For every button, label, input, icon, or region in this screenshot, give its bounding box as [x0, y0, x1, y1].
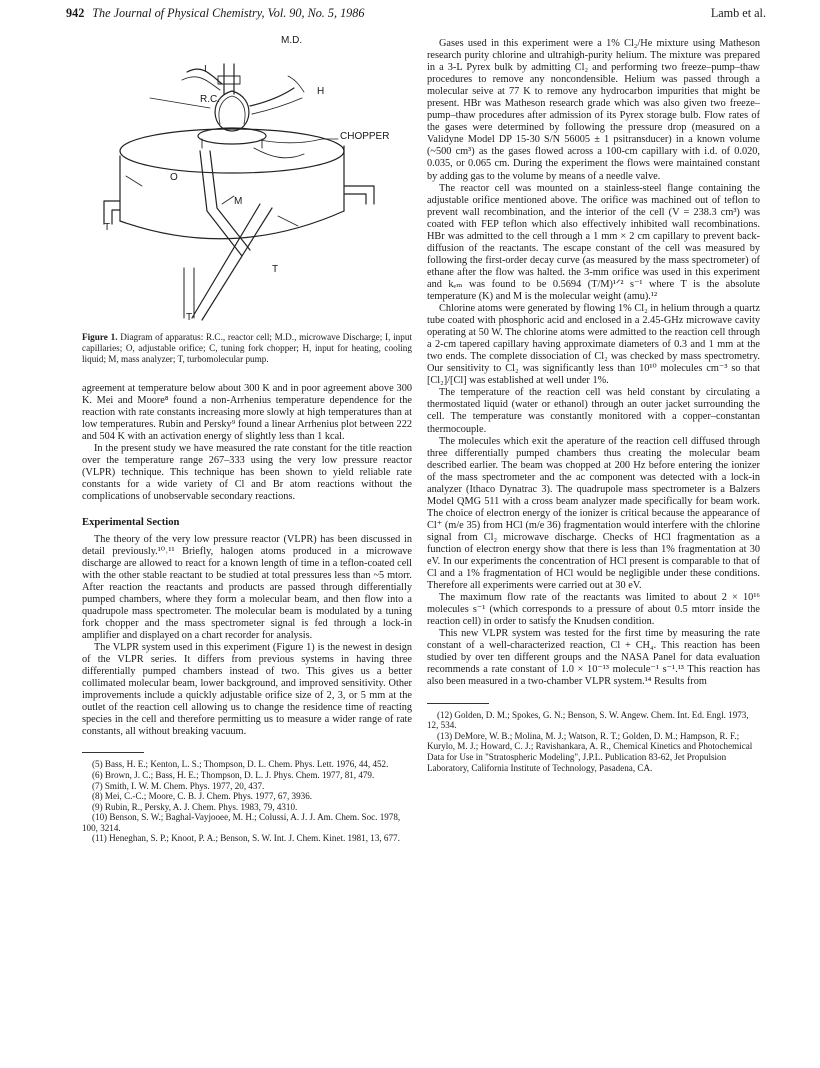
header-authors: Lamb et al. — [710, 6, 766, 20]
footnote-rule — [427, 703, 489, 704]
paragraph: This new VLPR system was tested for the first time by measuring the rate constant of a well-characterized reaction, Cl + CH₄. This reaction has been studied by over ten different groups and the NASA Panel for data evaluation recommends a rate constant of 1.0 × 10⁻¹³ molecule⁻¹ s⁻¹.¹³ This reaction has also been measured in a two-chamber VLPR system.¹⁴ Results from — [427, 628, 760, 688]
figure-1 — [82, 36, 412, 324]
reference-item: (10) Benson, S. W.; Baghal-Vayjooee, M. H.; Colussi, A. J. J. Am. Chem. Soc. 1978, 100, 3214. — [82, 812, 401, 833]
running-header — [66, 6, 766, 24]
reference-item: (5) Bass, H. E.; Kenton, L. S.; Thompson, D. L. Chem. Phys. Lett. 1976, 44, 452. — [92, 759, 389, 770]
paragraph: The theory of the very low pressure reactor (VLPR) has been discussed in detail previously.¹⁰˒¹¹ Briefly, halogen atoms produced in a microwave discharge are allowed to react for a known length of time in a teflon-coated cell with the other stable reactant to be studied at total pressures less than ~5 mtorr. After reaction the reactants and products are passed through differentially pumped chambers, where they form a molecular beam, and then flow into a quadrupole mass spectrometer. The molecular beam is modulated by a tuning fork chopper and the mass spectrometer signal is fed through a lock-in amplifier and displayed on a chart recorder for analysis. — [82, 533, 412, 641]
journal-citation: The Journal of Physical Chemistry, Vol. 90, No. 5, 1986 — [92, 6, 365, 20]
mass-analyzer-tube — [200, 151, 250, 256]
reference-item: (7) Smith, I. W. M. Chem. Phys. 1977, 20, 437. — [92, 780, 265, 791]
header-left — [66, 6, 364, 21]
figure-caption — [82, 332, 412, 365]
reference-item: (12) Golden, D. M.; Spokes, G. N.; Benson, S. W. Angew. Chem. Int. Ed. Engl. 1973, 12, 534. — [427, 709, 749, 731]
label-i: I — [204, 64, 207, 75]
cell-flange — [198, 128, 266, 144]
figure-caption-text: Diagram of apparatus: R.C., reactor cell; M.D., microwave Discharge; I, input capillaries; O, adjustable orifice; C, tuning fork chopper; H, input for heating, cooling liquid; M, mass analyzer; T, turbomolecular pump. — [82, 332, 413, 364]
reference-item: (8) Mei, C.-C.; Moore, C. B. J. Chem. Phys. 1977, 67, 3936. — [92, 791, 313, 802]
discharge-tube — [224, 64, 234, 94]
reactor-cell — [215, 91, 249, 131]
label-h: H — [317, 86, 325, 97]
side-pump-tube — [104, 201, 120, 224]
paragraph: The maximum flow rate of the reactants was limited to about 2 × 10¹⁶ molecules s⁻¹ (which corresponds to a pressure of about 0.5 mtorr inside the reaction cell) in order to satisfy the Knudsen condition. — [427, 592, 760, 628]
label-rc: R.C. — [200, 94, 220, 105]
paragraph: In the present study we have measured the rate constant for the title reaction over the temperature range 267–333 using the very low pressure reactor (VLPR) technique. This technique has been shown to yield reliable rate constants for a wide variety of Cl and Br atom reactions without the complications of unobservable secondary reactions. — [82, 443, 412, 503]
references-right — [427, 710, 760, 774]
label-t-right: T — [272, 264, 279, 275]
label-t-left: T — [104, 222, 111, 233]
label-m: M — [234, 196, 243, 207]
paragraph: The reactor cell was mounted on a stainless-steel flange containing the adjustable orifice mentioned above. The orifice was machined out of teflon to prevent wall recombination, and the interior of the cell (V = 238.3 cm³) was coated with FEP teflon which also effectively inhibited wall recombinations. HBr was admitted to the cell through a 1 mm × 2 cm capillary to prevent back-diffusion of the reactants. The escape constant of the cell was measured by following the first-order decay curve (as measured by the mass spectrometer) of ethane after the flow was halted. the 3-mm orifice was used in this experiment and kₑₘ was found to be 0.5694 (T/M)¹ᐟ² s⁻¹ where T is the absolute temperature (K) and M is the molecular weight (amu).¹² — [427, 182, 760, 302]
footnote-rule — [82, 752, 144, 753]
page-number: 942 — [66, 6, 85, 20]
label-md: M.D. — [281, 35, 303, 46]
paragraph: agreement at temperature below about 300 K and in poor agreement above 300 K. Mei and Moore⁸ found a non-Arrhenius temperature dependence for the reaction with rate constants increasing more slowly at high temperatures than at low temperatures. Rubin and Persky⁹ found a linear Arrhenius plot between 222 and 504 K with an activation energy of slightly less than 1 kcal. — [82, 383, 412, 443]
paragraph: The molecules which exit the aperature of the reaction cell diffused through three differentially pumped chambers thus creating the molecular beam described earlier. The beam was chopped at 200 Hz before entering the ionizer of the mass spectrometer and the ac component was detected with a lock-in analyzer (Ithaco Dynatrac 3). The quadrupole mass spectrometer is a Balzers Model QMG 511 with a cross beam analyzer made specifically for beam work. The choice of electron energy of the ionizer is critical because the appearance of Cl⁺ (m/e 35) from HCl (m/e 36) fragmentation would interfere with the chlorine signal from Cl₂ microwave discharge. Checks of HCl fragmentation as a function of electron energy show that there is less than 1% fragmentation at 30 eV. In our experiments the concentration of HCl present is comparable to that of Cl and a 1% fragmentation of HCl would be negligible under these conditions. Therefore all experiments were carried out at 30 eV. — [427, 435, 760, 592]
paragraph: The temperature of the reaction cell was held constant by circulating a thermostated liquid (water or ethanol) through an outer jacket surrounding the cell. The temperature was constantly monitored with a copper–constantan thermocouple. — [427, 387, 760, 435]
apparatus-diagram — [82, 36, 412, 324]
label-chopper: CHOPPER — [340, 131, 390, 142]
reference-item: (9) Rubin, R., Persky, A. J. Chem. Phys. 1983, 79, 4310. — [92, 801, 298, 812]
label-t-bottom: T — [186, 312, 193, 323]
figure-caption-label: Figure 1. — [82, 332, 118, 342]
jacket-top-ellipse — [120, 129, 344, 173]
right-column — [427, 38, 760, 773]
left-column — [82, 36, 412, 844]
lower-pump-tube — [192, 204, 272, 320]
section-heading: Experimental Section — [82, 517, 180, 529]
paragraph: Gases used in this experiment were a 1% Cl₂/He mixture using Matheson research purity chlorine and ultrahigh-purity helium. The mixture was prepared in a 3-L Pyrex bulk by admitting Cl₂ and performing two freeze–pump–thaw procedures to remove any noncondensible. Helium was passed through a molecular seive at 77 K to remove any hydrocarbon impurities that might be present. HBr was Matheson research grade which was also given two freeze–pump–thaw procedures after admission of its Pyrex storage bulb. Flow rates of the gases were determined by following the pressure drop (measured on a Validyne Model DP 15-30 S/N 56005 ± 1 psitransducer) in a known volume (~500 cm³) as the gases flowed across a 100-cm capillary with i.d. of 0.020, 0.035, or 0.065 cm. During the experiment the flows were maintained constant by adding gas to the volume by means of a needle valve. — [427, 38, 760, 182]
paragraph: The VLPR system used in this experiment (Figure 1) is the newest in design of the VLPR series. It differs from previous systems in having three differentially pumped chambers instead of two. This gives us a better collimated molecular beam, lower background, and improved sensitivity. Other improvements include a quickly adjustable orifice size of 2, 3, or 5 mm at the outlet of the reaction cell allowing us to change the residence time of reacting species in the cell and therefore permitting us to measure a wider range of rate constants, all without breaking vacuum. — [82, 641, 412, 738]
paragraph: Chlorine atoms were generated by flowing 1% Cl₂ in helium through a quartz tube coated with phosphoric acid and enclosed in a 2.45-GHz microwave cavity operating at 50 W. The chlorine atoms were admitted to the reaction cell through a 2-cm tapered capillary having approximate diameters of 0.3 and 1 mm at the two ends. The complete dissociation of Cl₂ was checked by mass spectrometry. Our sensitivity to Cl₂ was significantly less than 10¹⁰ molecules cm⁻³ so that [Cl₂]/[Cl] was established at well under 1%. — [427, 303, 760, 387]
right-pump-pipe — [344, 186, 374, 204]
reference-item: (13) DeMore, W. B.; Molina, M. J.; Watson, R. T.; Golden, D. M.; Hampson, R. F.; Kurylo, M. J.; Howard, C. J.; Ravishankara, A. R., Chemical Kinetics and Photochemical Data for Use in "Stratospheric Modeling", J.P.L. Publication 83-62, Jet Propulsion Laboratory, California Institute of Technology, Pasadena, CA. — [427, 730, 753, 773]
reference-item: (6) Brown, J. C.; Bass, H. E.; Thompson, D. L. J. Phys. Chem. 1977, 81, 479. — [92, 769, 375, 780]
references-left — [82, 759, 412, 844]
jacket-bottom-curve — [120, 211, 344, 239]
reference-item: (11) Heneghan, S. P.; Knoot, P. A.; Benson, S. W. Int. J. Chem. Kinet. 1981, 13, 677. — [92, 833, 400, 844]
label-o: O — [170, 172, 178, 183]
